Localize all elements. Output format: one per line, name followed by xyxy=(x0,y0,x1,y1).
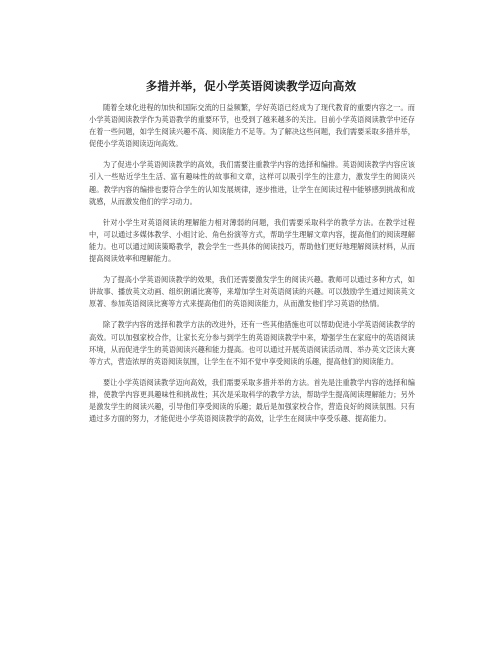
document-title: 多措并举，促小学英语阅读教学迈向高效 xyxy=(145,79,357,93)
paragraph: 针对小学生对英语阅读的理解能力相对薄弱的问题，我们需要采取科学的教学方法。在教学过程中，可以通过多媒体教学、小组讨论、角色扮演等方式，帮助学生理解文章内容，提高他们的阅读理解能力。也可以通过阅读策略教学，教会学生一些具体的阅读技巧，帮助他们更好地理解阅读材料，从而提高阅读效率和理解能力。 xyxy=(89,217,415,264)
paragraph: 要让小学英语阅读教学迈向高效，我们需要采取多措并举的方法。首先是注重教学内容的选择和编排，使教学内容更具趣味性和挑战性；其次是采取科学的教学方法，帮助学生提高阅读理解能力；另外是激发学生的阅读兴趣，引导他们享受阅读的乐趣；最后是加强家校合作，营造良好的阅读氛围。只有通过多方面的努力，才能促进小学英语阅读教学的高效，让学生在阅读中享受乐趣、提高能力。 xyxy=(89,377,415,424)
document-body xyxy=(89,102,415,434)
paragraph: 为了提高小学英语阅读教学的效果，我们还需要激发学生的阅读兴趣。教师可以通过多种方式，如讲故事、播放英文动画、组织朗诵比赛等，来增加学生对英语阅读的兴趣。可以鼓励学生通过阅读英文原著、参加英语阅读比赛等方式来提高他们的英语阅读能力，从而激发他们学习英语的热情。 xyxy=(89,275,415,309)
paragraph: 随着全球化进程的加快和国际交流的日益频繁，学好英语已经成为了现代教育的重要内容之一。而小学英语阅读教学作为英语教学的重要环节，也受到了越来越多的关注。目前小学英语阅读教学中还存在着一些问题，如学生阅读兴趣不高、阅读能力不足等。为了解决这些问题，我们需要采取多措并举，促使小学英语阅读迈向高效。 xyxy=(89,103,415,149)
paragraph: 为了促进小学英语阅读教学的高效，我们需要注重教学内容的选择和编排。英语阅读教学内容应该引入一些贴近学生生活、富有趣味性的故事和文章，这样可以吸引学生的注意力，激发学生的阅读兴趣。教学内容的编排也要符合学生的认知发展规律，逐步推进，让学生在阅读过程中能够感到挑战和成就感，从而激发他们的学习动力。 xyxy=(89,160,415,206)
paragraph: 除了教学内容的选择和教学方法的改进外，还有一些其他措施也可以帮助促进小学英语阅读教学的高效。可以加强家校合作，让家长充分参与到学生的英语阅读教学中来，增强学生在家庭中的英语阅读环境，从而促进学生的英语阅读兴趣和能力提高。也可以通过开展英语阅读活动周、举办英文泛读大赛等方式，营造浓厚的英语阅读氛围，让学生在不知不觉中享受阅读的乐趣，提高他们的阅读能力。 xyxy=(89,320,415,366)
